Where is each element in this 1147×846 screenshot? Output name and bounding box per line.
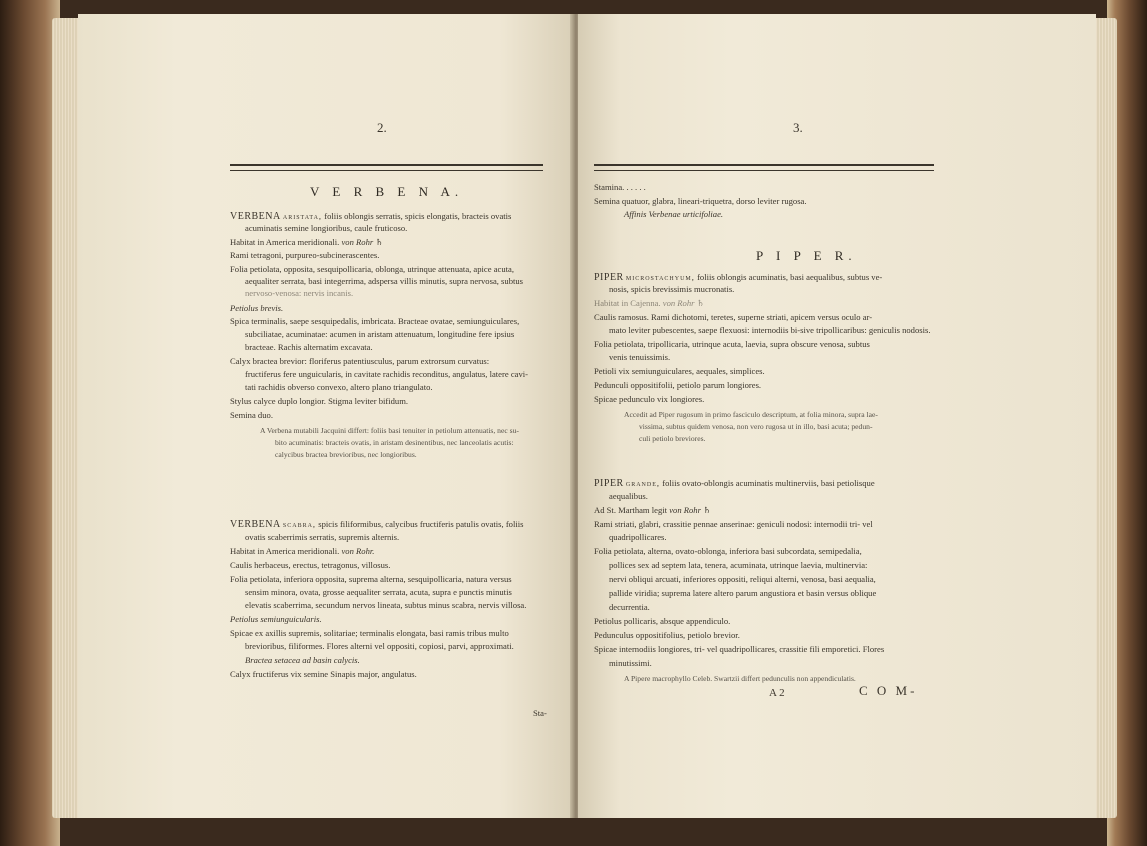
description-caulis: Caulis herbaceus, erectus, tetragonus, villosus. <box>230 560 391 570</box>
species-diagnosis <box>594 272 882 283</box>
note-line: vissima, subtus quidem venosa, non vero rugosa ut in illo, basi acuta; pedun- <box>639 422 873 431</box>
habitat-line: Habitat in America meridionali. von Rohr ♄ <box>230 237 384 247</box>
diagnosis-text: foliis oblongis acuminatis, basi aequalibus, subtus ve- <box>697 272 883 282</box>
description-line: pollices sex ad septem lata, tenera, acuminata, utrinque laevia, multinervia: <box>609 560 868 570</box>
description-bractea: Bractea setacea ad basin calycis. <box>245 655 360 665</box>
habitat-line: Habitat in America meridionali. von Rohr. <box>230 546 375 556</box>
description-rami: Rami striati, glabri, crassitie pennae anserinae: geniculi nodosi: internodii tri- vel <box>594 519 873 529</box>
diagnosis-line: ovatis scaberrimis serratis, supremis alternis. <box>245 532 400 542</box>
description-line: aequaliter serrata, basi integerrima, adspersa villis minutis, supra nervosa, subtus <box>245 276 524 286</box>
diagnosis-text: foliis ovato-oblongis acuminatis multinerviis, basi petiolisque <box>662 478 875 488</box>
species-diagnosis <box>594 478 875 489</box>
affinity-note: Affinis Verbenae urticifoliae. <box>624 209 724 219</box>
description-line: pallide viridia; suprema latere altero parum angustiora et basin versus oblique <box>609 588 877 598</box>
genus-heading: P I P E R. <box>756 248 857 263</box>
description-spicae: Spicae internodiis longiores, tri- vel quadripollicares, crassitie fili emporetici. Flores <box>594 644 885 654</box>
right-page <box>578 14 1096 818</box>
description-folia: Folia petiolata, alterna, ovato-oblonga, inferiora basi subcordata, semipedalia, <box>594 546 862 556</box>
diagnosis-text: foliis oblongis serratis, spicis elongatis, bracteis ovatis <box>324 211 512 221</box>
species-diagnosis <box>230 211 511 222</box>
species-epithet: scabra, <box>282 519 317 529</box>
habitat-line: Habitat in Cajenna. von Rohr ♄ <box>594 298 705 308</box>
species-epithet: grande, <box>625 478 661 488</box>
description-semina: Semina duo. <box>230 410 273 420</box>
description-line: mato leviter pubescentes, saepe flexuosi: internodiis bi-sive tripollicaribus: geniculis nodosis. <box>609 325 931 335</box>
species-epithet: microstachyum, <box>625 272 695 282</box>
signature-mark: A 2 <box>769 687 785 699</box>
description-line: nervoso-venosa: nervis incanis. <box>245 288 354 298</box>
description-line: fructiferus fere unguicularis, in cavitate rachidis reconditus, angulatus, latere cavi- <box>245 369 528 379</box>
description-line: venis tenuissimis. <box>609 352 671 362</box>
description-line: quadripollicares. <box>609 532 667 542</box>
species-name: PIPER <box>594 478 624 489</box>
description-folia: Folia petiolata, inferiora opposita, suprema alterna, sesquipollicaria, natura versus <box>230 574 512 584</box>
book-binding-left <box>0 0 60 846</box>
page-number: 3. <box>793 120 803 135</box>
description-petioli: Petioli vix semiunguiculares, aequales, simplices. <box>594 366 765 376</box>
description-calyx: Calyx bractea brevior: floriferus patentiusculus, parum extrorsum curvatus: <box>230 356 490 366</box>
header-rule <box>230 164 543 171</box>
description-calyx: Calyx fructiferus vix semine Sinapis major, angulatus. <box>230 669 417 679</box>
note-line: culi petiolo breviores. <box>639 434 706 443</box>
description-line: tati rachidis obverso convexo, altero plano triangulato. <box>245 382 433 392</box>
description-line: sensim minora, ovata, grosse aequaliter serrata, acuta, supra e punctis minutis <box>245 587 512 597</box>
catchword: C O M- <box>859 683 918 698</box>
description-petiolus: Petiolus semiunguicularis. <box>230 614 322 624</box>
description-petiolus: Petiolus brevis. <box>230 303 284 313</box>
species-diagnosis <box>230 519 523 530</box>
description-line: nervi obliqui arcuati, inferiores oppositi, reliqui alterni, venosa, basi aequalia, <box>609 574 876 584</box>
description-line: bracteae. Rachis alternatim excavata. <box>245 342 373 352</box>
description-line: subciliatae, acuminatae: acumen in aristam attenuatum, longitudine fere ipsius <box>245 329 515 339</box>
species-epithet: aristata, <box>282 211 323 221</box>
habitat-line: Ad St. Martham legit von Rohr ♄ <box>594 505 711 515</box>
species-name: VERBENA <box>230 211 281 222</box>
note-line: bito acuminatis: bracteis ovatis, in aristam desinentibus, nec lanceolatis acutis: <box>275 438 514 447</box>
description-spicae: Spicae ex axillis supremis, solitariae; terminalis elongata, basi ramis tribus multo <box>230 628 509 638</box>
note-line: A Verbena mutabili Jacquini differt: foliis basi tenuiter in petiolum attenuatis, nec su- <box>260 426 519 435</box>
description-semina: Semina quatuor, glabra, lineari-triquetra, dorso leviter rugosa. <box>594 196 807 206</box>
description-folia: Folia petiolata, opposita, sesquipollicaria, oblonga, utrinque attenuata, apice acuta, <box>230 264 514 274</box>
genus-heading: V E R B E N A. <box>310 184 464 199</box>
description-pedunculi: Pedunculi oppositifolii, petiolo parum longiores. <box>594 380 762 390</box>
description-line: elevatis scaberrima, secundum nervos lineata, subtus minus scabra, nervis villosa. <box>245 600 527 610</box>
description-caulis: Caulis ramosus. Rami dichotomi, teretes, superne striati, apicem versus oculo ar- <box>594 312 873 322</box>
left-page <box>78 14 574 818</box>
diagnosis-line: acuminatis semine longioribus, caule fruticoso. <box>245 223 408 233</box>
diagnosis-text: spicis filiformibus, calycibus fructiferis patulis ovatis, foliis <box>318 519 524 529</box>
note-line: Accedit ad Piper rugosum in primo fasciculo descriptum, at folia minora, supra lae- <box>624 410 878 419</box>
description-spica: Spica terminalis, saepe sesquipedalis, imbricata. Bracteae ovatae, semiunguiculares, <box>230 316 520 326</box>
description-rami: Rami tetragoni, purpureo-subcinerascentes. <box>230 250 380 260</box>
description-line: decurrentia. <box>609 602 650 612</box>
catchword: Sta- <box>533 708 547 718</box>
note-line: A Pipere macrophyllo Celeb. Swartzii differt pedunculis non appendiculatis. <box>624 674 856 683</box>
description-line: minutissimi. <box>609 658 652 668</box>
note-line: calycibus bractea brevioribus, nec longioribus. <box>275 450 417 459</box>
description-pedunculus: Pedunculus oppositifolius, petiolo brevior. <box>594 630 740 640</box>
diagnosis-line: aequalibus. <box>609 491 648 501</box>
species-name: VERBENA <box>230 519 281 530</box>
description-line: brevioribus, filiformes. Flores alterni vel oppositi, copiosi, parvi, approximati. <box>245 641 514 651</box>
description-stamina: Stamina. . . . . . <box>594 182 646 192</box>
description-folia: Folia petiolata, tripollicaria, utrinque acuta, laevia, supra obscure venosa, subtus <box>594 339 870 349</box>
description-stylus: Stylus calyce duplo longior. Stigma leviter bifidum. <box>230 396 409 406</box>
page-number: 2. <box>377 120 387 135</box>
description-spicae: Spicae pedunculo vix longiores. <box>594 394 705 404</box>
species-name: PIPER <box>594 272 624 283</box>
diagnosis-line: nosis, spicis brevissimis mucronatis. <box>609 284 735 294</box>
page-edges-right <box>1095 18 1117 818</box>
header-rule <box>594 164 934 171</box>
description-petiolus: Petiolus pollicaris, absque appendiculo. <box>594 616 731 626</box>
